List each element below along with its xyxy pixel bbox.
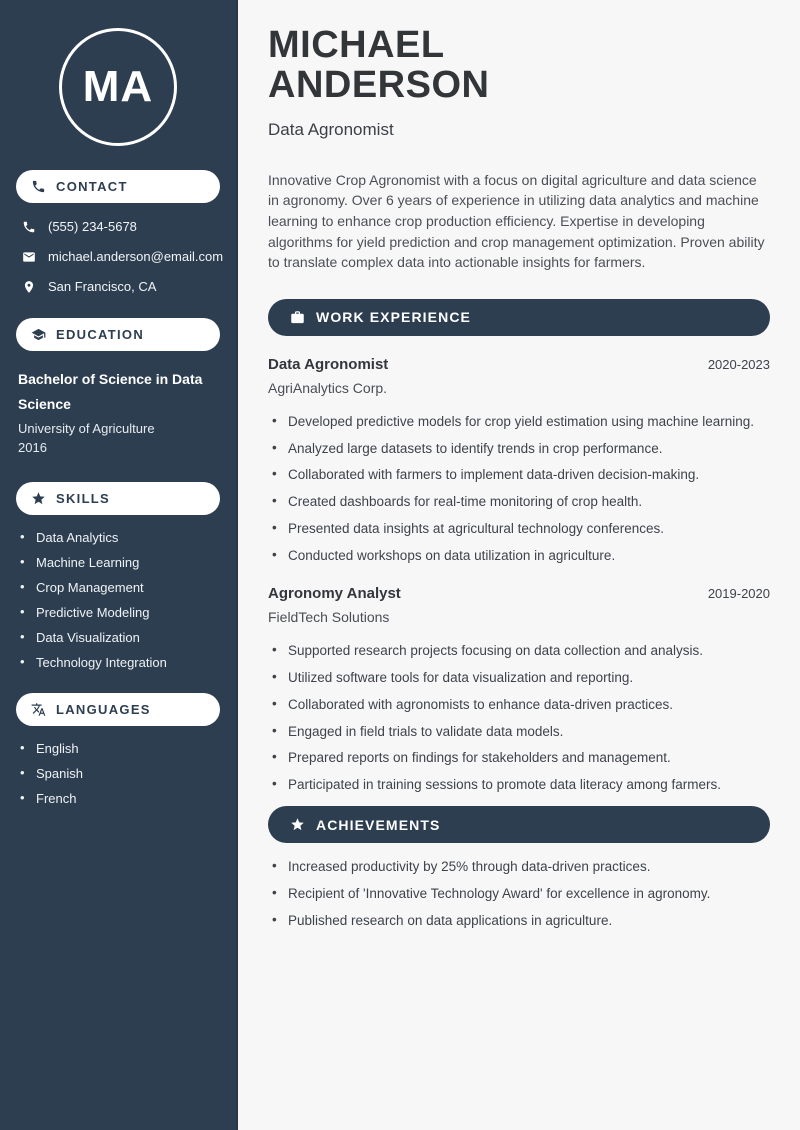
job-bullet: • Analyzed large datasets to identify trends in crop performance. xyxy=(272,441,770,458)
location-icon xyxy=(22,280,36,294)
languages-section xyxy=(16,693,220,805)
skill-item: • Data Visualization xyxy=(20,631,220,644)
job-bullet: • Collaborated with agronomists to enhance data-driven practices. xyxy=(272,697,770,714)
education-section xyxy=(16,318,220,458)
languages-section-header xyxy=(16,693,220,726)
job-bullet: • Developed predictive models for crop yield estimation using machine learning. xyxy=(272,414,770,431)
job-dates: 2020-2023 xyxy=(707,356,770,372)
education-school: University of Agriculture xyxy=(18,421,155,436)
job-bullet: • Participated in training sessions to promote data literacy among farmers. xyxy=(272,777,770,794)
job-bullet: • Prepared reports on findings for stakeholders and management. xyxy=(272,750,770,767)
avatar xyxy=(59,28,177,146)
job-bullet: • Utilized software tools for data visualization and reporting. xyxy=(272,670,770,687)
briefcase-icon xyxy=(290,310,305,325)
language-item: • English xyxy=(20,742,220,755)
sidebar xyxy=(0,0,238,1130)
candidate-last-name: ANDERSON xyxy=(268,63,490,106)
contact-location xyxy=(22,279,220,294)
achievements-section-title: ACHIEVEMENTS xyxy=(316,816,441,833)
job-bullet: • Supported research projects focusing on data collection and analysis. xyxy=(272,643,770,660)
job-entry xyxy=(268,356,770,565)
work-experience-section-title: WORK EXPERIENCE xyxy=(316,309,471,326)
languages-section-title: LANGUAGES xyxy=(56,701,151,717)
job-bullet: • Collaborated with farmers to implement data-driven decision-making. xyxy=(272,467,770,484)
star-icon xyxy=(31,491,46,506)
job-bullet: • Presented data insights at agricultural technology conferences. xyxy=(272,521,770,538)
skill-item: • Data Analytics xyxy=(20,531,220,544)
skills-section xyxy=(16,482,220,669)
job-company: FieldTech Solutions xyxy=(268,608,390,625)
candidate-first-name: MICHAEL xyxy=(268,24,445,66)
job-header xyxy=(268,585,770,602)
skill-item: • Predictive Modeling xyxy=(20,606,220,619)
contact-email xyxy=(22,249,224,264)
skill-item: • Crop Management xyxy=(20,581,220,594)
main-content xyxy=(238,0,800,1130)
education-degree: Bachelor of Science in Data Science xyxy=(18,371,203,412)
skills-section-title: SKILLS xyxy=(56,490,111,506)
avatar-initials: MA xyxy=(82,62,154,111)
email-icon xyxy=(22,250,36,264)
achievement-bullet: • Published research on data applications in agriculture. xyxy=(272,913,770,930)
job-bullet: • Engaged in field trials to validate data models. xyxy=(272,724,770,741)
contact-email-value: michael.anderson@email.com xyxy=(48,249,224,264)
job-header xyxy=(268,356,770,373)
phone-icon xyxy=(31,179,46,194)
achievements-list xyxy=(268,859,770,930)
skill-item: • Machine Learning xyxy=(20,556,220,569)
job-title: Agronomy Analyst xyxy=(268,584,401,602)
job-title: Data Agronomist xyxy=(268,355,389,373)
job-bullet-list xyxy=(268,643,770,794)
contact-phone xyxy=(22,219,220,234)
job-bullet: • Conducted workshops on data utilization in agriculture. xyxy=(272,548,770,565)
job-dates: 2019-2020 xyxy=(707,585,770,601)
skills-list xyxy=(16,531,220,669)
skills-section-header xyxy=(16,482,220,515)
contact-section-header xyxy=(16,170,220,203)
contact-phone-value: (555) 234-5678 xyxy=(48,219,137,234)
job-company: AgriAnalytics Corp. xyxy=(268,379,388,396)
translate-icon xyxy=(31,702,46,717)
achievement-bullet: • Recipient of 'Innovative Technology Award' for excellence in agronomy. xyxy=(272,886,770,903)
education-year: 2016 xyxy=(18,439,47,455)
achievement-bullet: • Increased productivity by 25% through data-driven practices. xyxy=(272,859,770,876)
job-bullet-list xyxy=(268,414,770,565)
graduation-cap-icon xyxy=(31,327,46,342)
summary-paragraph: Innovative Crop Agronomist with a focus on digital agriculture and data science in agronomy. Over 6 years of experience in utilizing data analytics and machine learning to enhance crop production efficiency. Expertise in developing algorithms for yield prediction and crop management optimization. Proven ability to translate complex data into actionable insights for farmers. xyxy=(268,171,765,271)
job-bullet: • Created dashboards for real-time monitoring of crop health. xyxy=(272,494,770,511)
skill-item: • Technology Integration xyxy=(20,656,220,669)
languages-list xyxy=(16,742,220,805)
education-section-title: EDUCATION xyxy=(56,327,145,342)
language-item: • French xyxy=(20,792,220,805)
phone-icon xyxy=(22,220,36,234)
contact-location-value: San Francisco, CA xyxy=(48,279,157,294)
achievements-section-header xyxy=(268,806,770,843)
education-entry xyxy=(18,367,218,458)
contact-section-title: CONTACT xyxy=(56,179,128,194)
candidate-name xyxy=(268,26,770,106)
education-section-header xyxy=(16,318,220,351)
language-item: • Spanish xyxy=(20,767,220,780)
work-experience-section-header xyxy=(268,299,770,336)
star-icon xyxy=(290,817,305,832)
contact-list xyxy=(22,219,224,294)
job-entry xyxy=(268,585,770,794)
candidate-job-title: Data Agronomist xyxy=(268,119,394,139)
